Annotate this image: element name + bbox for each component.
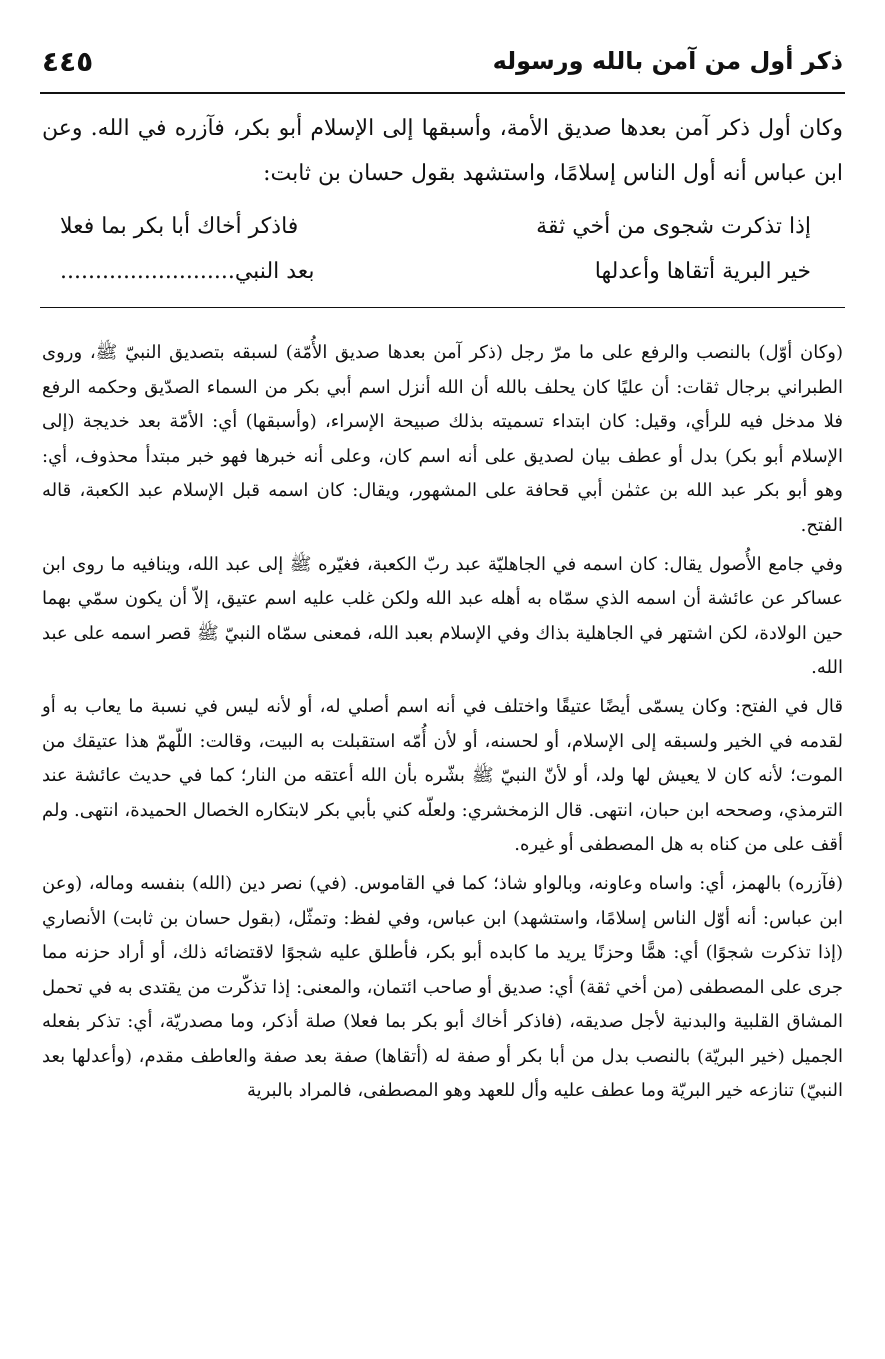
commentary-paragraph-1: (وكان أوّل) بالنصب والرفع على ما مرّ رجل (ذكر آمن بعدها صديق الأُمّة) لسبقه بتصديق النبيّ ﷺ، وروى الطبراني برجال ثقات: أن عليًا كان يحلف بالله أن الله أنزل اسم أبي بكر من السماء الصدّيق وحكمه الرفع فلا مدخل فيه للرأي، وقيل: كان ابتداء تسميته بذلك صبيحة الإسراء، (وأسبقها) أي: الأمّة بعد خديجة (إلى الإسلام أبو بكر) بدل أو عطف بيان لصديق على أنه اسم كان، وعلى أنه خبرها فهو خبر مبتدأ محذوف، أي: وهو أبو بكر عبد الله بن عثمٰن أبي قحافة على المشهور، ويقال: كان اسمه قبل الإسلام عبد الكعبة، قاله الفتح. <box>42 342 843 536</box>
commentary-paragraph-4: (فآزره) بالهمز، أي: واساه وعاونه، وبالواو شاذ؛ كما في القاموس. (في) نصر دين (الله) بنفسه وماله، (وعن ابن عباس: أنه أوّل الناس إسلامًا، واستشهد) ابن عباس، وفي لفظ: وتمثّل، (بقول حسان بن ثابت) الأنصاري (إذا تذكرت شجوًا) أي: همًّا وحزنًا يريد ما كابده أبو بكر، فأطلق عليه شجوًا لاقتضائه ذلك، أو أراد حزنه مما جرى على المصطفى (من أخي ثقة) أي: صديق أو صاحب ائتمان، والمعنى: إذا تذكّرت من يقتدى به في تحمل المشاق القلبية والبدنية لأجل صديقه، (فاذكر أخاك أبو بكر بما فعلا) صلة أذكر، وما مصدريّة، أي: تذكر بفعله الجميل (خير البريّة) بالنصب بدل من أبا بكر أو صفة له (أتقاها) صفة بعد صفة والعاطف مقدم، (وأعدلها بعد النبيّ) تنازعه خير البريّة وما عطف عليه وأل للعهد وهو المصطفى، فالمراد بالبرية <box>42 872 843 1102</box>
commentary-divider <box>40 307 845 308</box>
main-text <box>42 106 843 196</box>
verse-1 <box>60 204 811 249</box>
verse-1-first-hemistich: إذا تذكرت شجوى من أخي ثقة <box>536 214 811 239</box>
verse-2-second-hemistich: بعد النبي......................... <box>60 259 315 284</box>
page-number: ٤٤٥ <box>42 44 94 78</box>
commentary <box>42 336 843 1109</box>
poem <box>60 204 811 294</box>
header-divider <box>40 92 845 94</box>
page-header <box>42 36 843 86</box>
main-text-paragraph: وكان أول ذكر آمن بعدها صديق الأمة، وأسبقها إلى الإسلام أبو بكر، فآزره في الله. وعن ابن عباس أنه أول الناس إسلامًا، واستشهد بقول حسان بن ثابت: <box>42 116 843 186</box>
verse-2-first-hemistich: خير البرية أتقاها وأعدلها <box>594 259 811 284</box>
running-title: ذكر أول من آمن بالله ورسوله <box>492 47 843 75</box>
verse-2 <box>60 249 811 294</box>
commentary-paragraph-3: قال في الفتح: وكان يسمّى أيضًا عتيقًا واختلف في أنه اسم أصلي له، أو لأنه ليس في نسبة ما يعاب به أو لقدمه في الخير ولسبقه إلى الإسلام، أو لحسنه، أو لأن أُمّه استقبلت به البيت، وقالت: اللّهمّ هذا عتيقك من الموت؛ لأنه كان لا يعيش لها ولد، أو لأنّ النبيّ ﷺ بشّره بأن الله أعتقه من النار؛ كما في حديث عائشة عند الترمذي، وصححه ابن حبان، انتهى. قال الزمخشري: ولعلّه كني بأبي بكر لابتكاره الخصال الحميدة، انتهى. ولم أقف على من كناه به هل المصطفى أو غيره. <box>42 695 843 856</box>
commentary-paragraph-2: وفي جامع الأُصول يقال: كان اسمه في الجاهليّة عبد ربّ الكعبة، فغيّره ﷺ إلى عبد الله، وينافيه ما روى ابن عساكر عن عائشة أن اسمه الذي سمّاه به أهله عبد الله ولكن غلب عليه اسم عتيق، إلاّ أن يكون سمّي بهما حين الولادة، لكن اشتهر في الجاهلية بذاك وفي الإسلام بعبد الله، فمعنى سمّاه النبيّ ﷺ قصر اسمه على عبد الله. <box>42 553 843 679</box>
verse-1-second-hemistich: فاذكر أخاك أبا بكر بما فعلا <box>60 214 299 239</box>
